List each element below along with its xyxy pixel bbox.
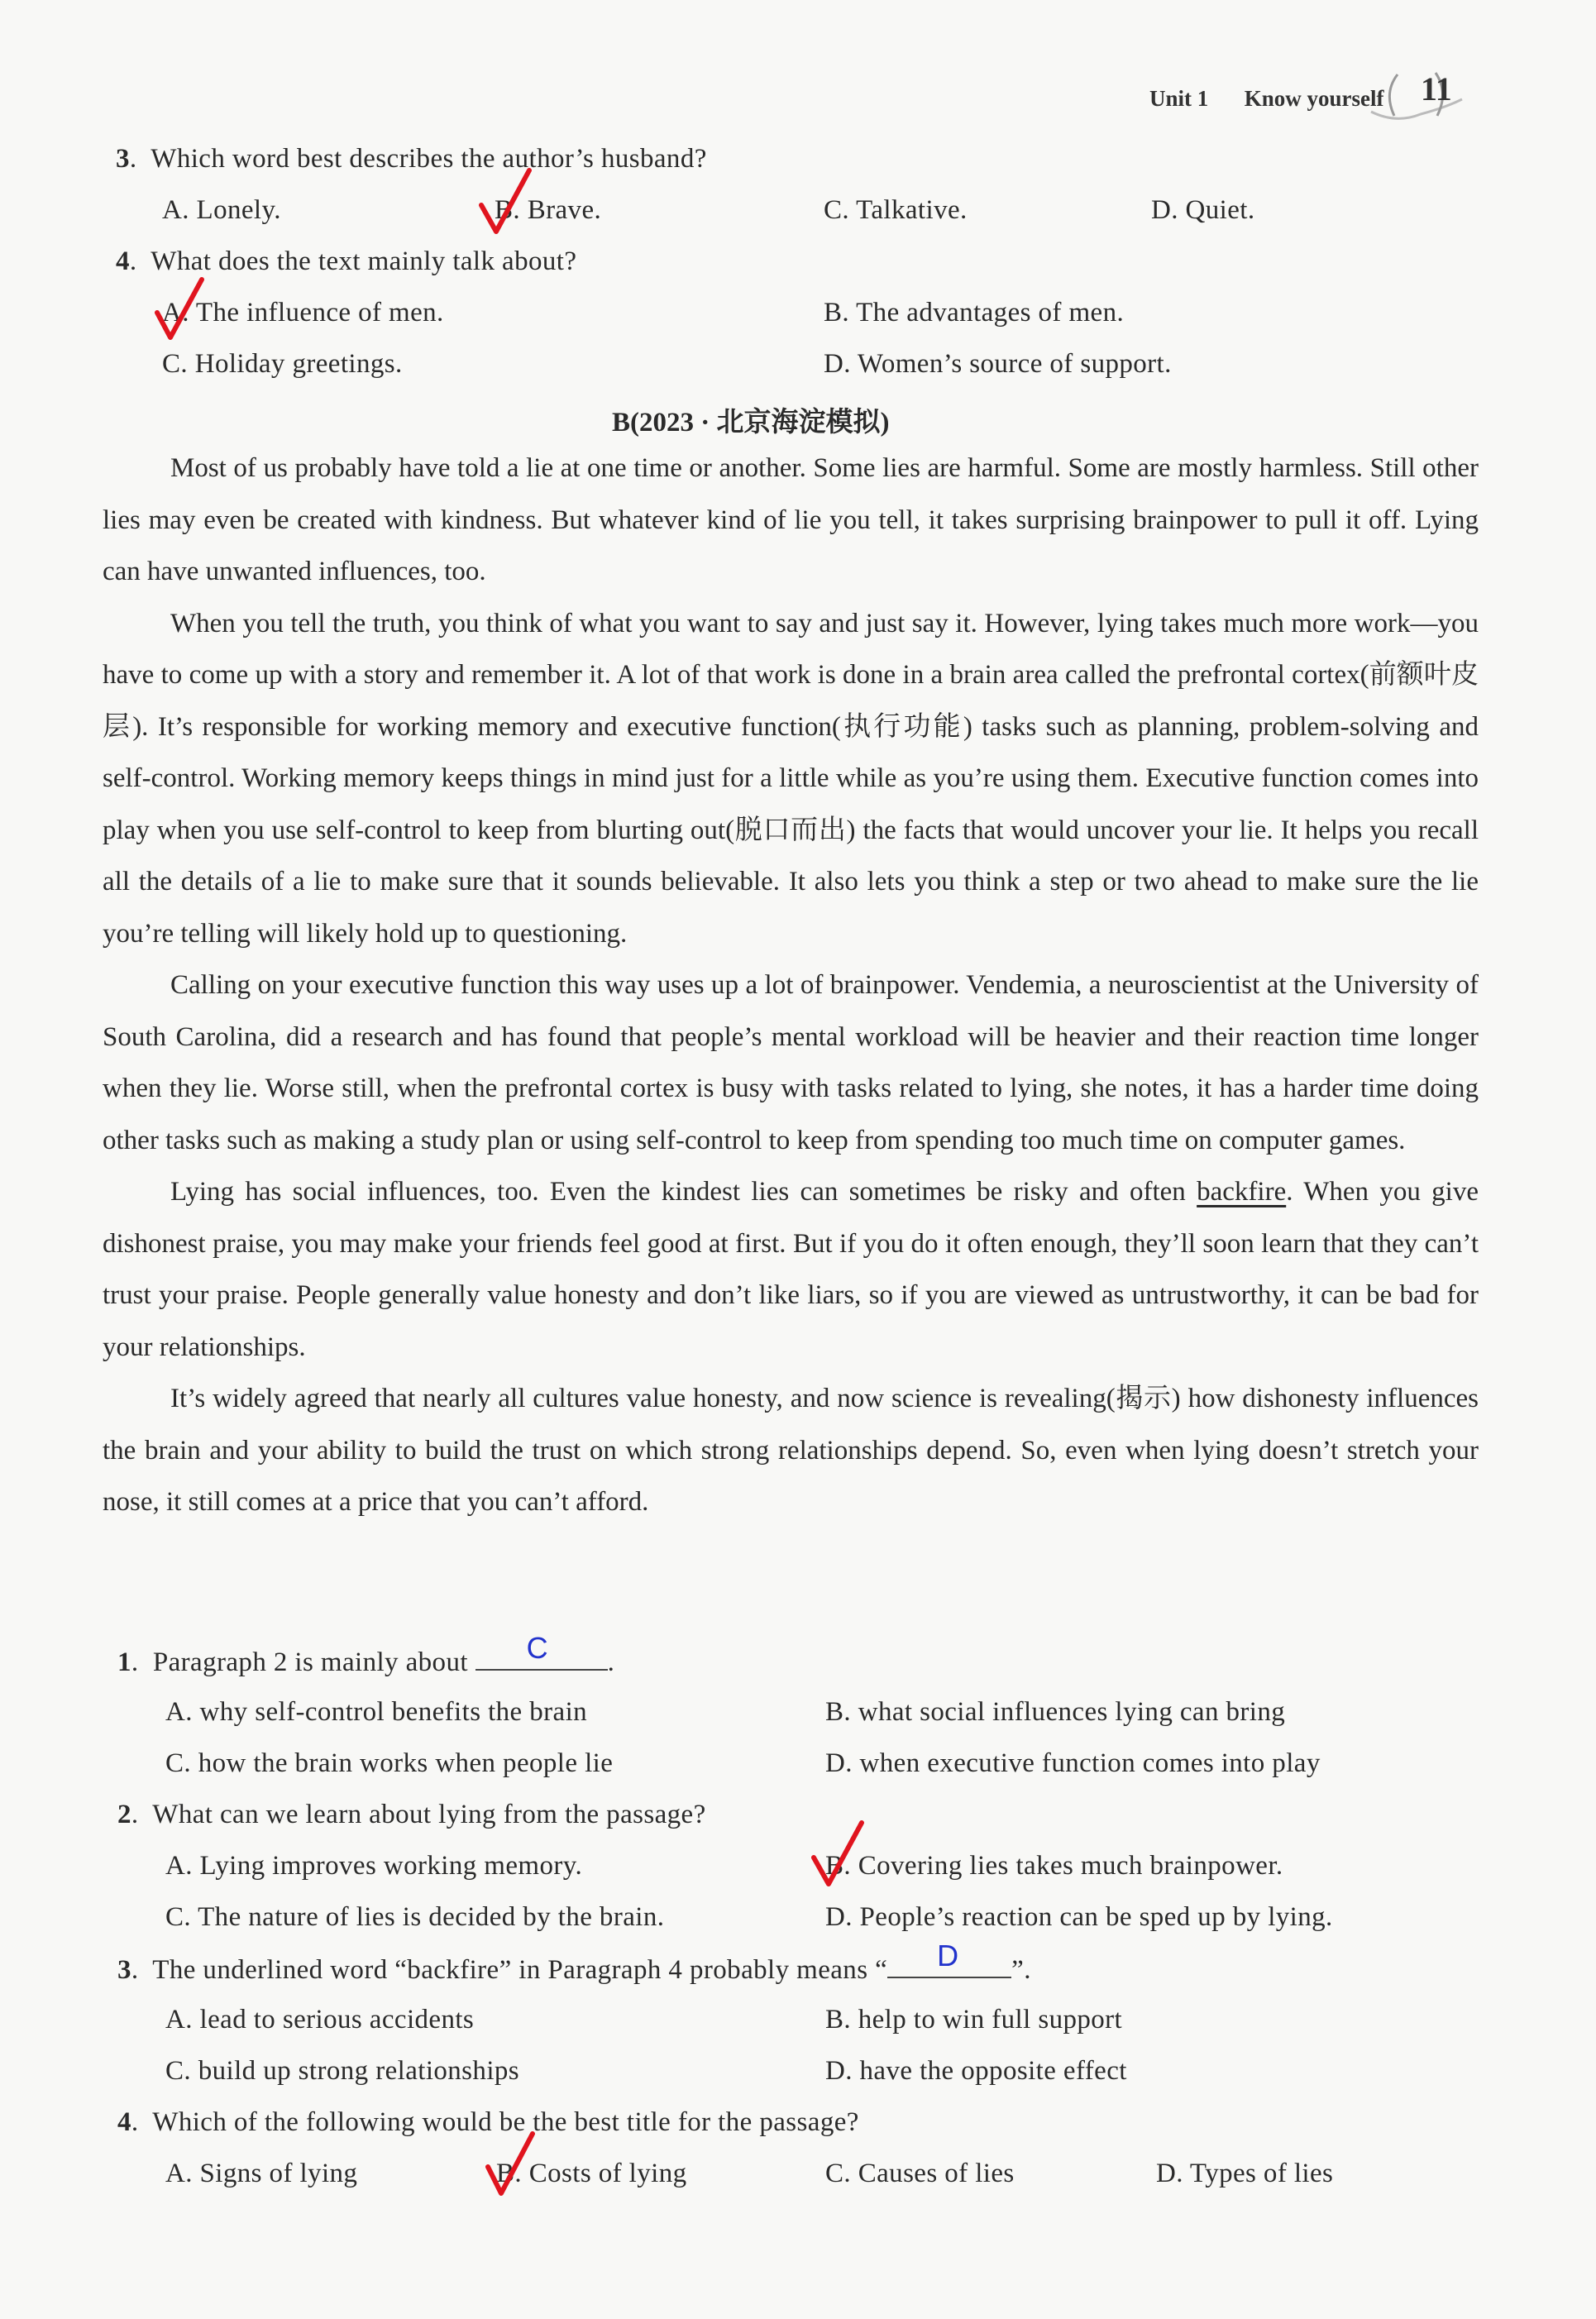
passage-b-body (103, 442, 1479, 1528)
paragraph-text: Lying has social influences, too. Even the kindest lies can sometimes be risky and often (170, 1177, 1197, 1207)
question-end: . (607, 1647, 615, 1677)
option-c[interactable]: C. Holiday greetings. (162, 349, 403, 379)
question-text: Paragraph 2 is mainly about (152, 1647, 468, 1677)
passage-paragraph: Most of us probably have told a lie at one time or another. Some lies are harmful. Some are mostly harmless. Still other lies may even be created with kindness. But whatever kind of lie you tell, it takes surprising brainpower to pull it off. Lying can have unwanted influences, too. (103, 453, 1479, 586)
option-b[interactable]: B. help to win full support (825, 2005, 1123, 2035)
option-d[interactable]: D. when executive function comes into play (825, 1748, 1321, 1778)
check-mark-icon (478, 165, 536, 240)
option-a[interactable]: A. Signs of lying (165, 2159, 358, 2188)
prev-question-3: 3. Which word best describes the author’s husband? (116, 144, 707, 174)
option-a[interactable]: A. Lonely. (162, 195, 281, 225)
check-mark-icon (485, 2127, 542, 2202)
check-mark-icon (810, 1816, 868, 1891)
header-unit-label: Unit 1 (1149, 86, 1209, 111)
option-c[interactable]: C. Causes of lies (825, 2159, 1015, 2188)
option-d[interactable]: D. Women’s source of support. (824, 349, 1172, 379)
question-1: 1. Paragraph 2 is mainly about C . (117, 1631, 615, 1677)
option-d[interactable]: D. Quiet. (1151, 195, 1255, 225)
answer-blank[interactable] (887, 1939, 1011, 1978)
question-4: 4. Which of the following would be the best title for the passage? (117, 2107, 859, 2137)
answer-blank[interactable] (475, 1631, 608, 1671)
option-a[interactable]: A. lead to serious accidents (165, 2005, 475, 2035)
question-text: What can we learn about lying from the passage? (152, 1800, 706, 1829)
question-end: ”. (1011, 1955, 1031, 1985)
option-c[interactable]: C. build up strong relationships (165, 2056, 520, 2086)
question-3: 3. The underlined word “backfire” in Paragraph 4 probably means “ D ”. (117, 1939, 1031, 1985)
prev-question-4: 4. What does the text mainly talk about? (116, 246, 577, 276)
option-c[interactable]: C. how the brain works when people lie (165, 1748, 614, 1778)
passage-paragraph (103, 1166, 1479, 1373)
question-text: The underlined word “backfire” in Paragraph 4 probably means “ (152, 1955, 888, 1985)
question-2: 2. What can we learn about lying from the passage? (117, 1800, 706, 1829)
passage-paragraph: When you tell the truth, you think of what you want to say and just say it. However, lying takes much more work—you have to come up with a story and remember it. A lot of that work is done in a brain area called the prefrontal cortex(前额叶皮层). It’s responsible for working memory and executive function(执行功能) tasks such as planning, problem-solving and self-control. Working memory keeps things in mind just for a little while as you’re using them. Executive function comes into play when you use self-control to keep from blurting out(脱口而出) the facts that would uncover your lie. It helps you recall all the details of a lie to make sure that it sounds believable. It also lets you think a step or two ahead to make sure the lie you’re telling will likely hold up to questioning. (103, 608, 1479, 949)
handwritten-answer: D (937, 1939, 959, 1972)
question-number: 3 (116, 144, 130, 174)
option-b[interactable]: B. Brave. (495, 195, 602, 225)
question-text: Which word best describes the author’s husband? (151, 144, 707, 174)
question-text: Which of the following would be the best title for the passage? (152, 2107, 859, 2137)
option-a[interactable]: A. The influence of men. (162, 298, 444, 328)
option-b[interactable]: B. Costs of lying (496, 2159, 687, 2188)
option-d[interactable]: D. People’s reaction can be sped up by lying. (825, 1902, 1333, 1932)
option-b[interactable]: B. what social influences lying can bring (825, 1697, 1286, 1727)
option-d[interactable]: D. have the opposite effect (825, 2056, 1127, 2086)
check-mark-icon (154, 273, 212, 347)
header-topic: Know yourself (1244, 86, 1384, 111)
option-b[interactable]: B. Covering lies takes much brainpower. (825, 1851, 1283, 1881)
passage-paragraph: Calling on your executive function this way uses up a lot of brainpower. Vendemia, a neuroscientist at the University of South Carolina, did a research and has found that people’s mental workload will be heavier and their reaction time longer when they lie. Worse still, when the prefrontal cortex is busy with tasks related to lying, she notes, it has a harder time doing other tasks such as making a study plan or using self-control to keep from spending too much time on computer games. (103, 970, 1479, 1155)
paragraph-text: . When you give dishonest praise, you may make your friends feel good at first. But if you do it often enough, they’ll soon learn that they can’t trust your praise. People generally value honesty and don’t like liars, so if you are viewed as untrustworthy, it can be bad for your relationships. (103, 1177, 1479, 1362)
underlined-word: backfire (1197, 1177, 1287, 1207)
option-c[interactable]: C. Talkative. (824, 195, 968, 225)
passage-paragraph: It’s widely agreed that nearly all cultures value honesty, and now science is revealing(揭示) how dishonesty influences the brain and your ability to build the trust on which strong relationships depend. So, even when lying doesn’t stretch your nose, it still comes at a price that you can’t afford. (103, 1384, 1479, 1517)
question-number: 4 (116, 246, 130, 276)
question-number: 1 (117, 1647, 131, 1677)
option-a[interactable]: A. Lying improves working memory. (165, 1851, 583, 1881)
option-b[interactable]: B. The advantages of men. (824, 298, 1125, 328)
option-a[interactable]: A. why self-control benefits the brain (165, 1697, 588, 1727)
option-c[interactable]: C. The nature of lies is decided by the brain. (165, 1902, 665, 1932)
passage-b-title: B(2023 · 北京海淀模拟) (612, 408, 890, 438)
option-d[interactable]: D. Types of lies (1156, 2159, 1334, 2188)
question-text: What does the text mainly talk about? (151, 246, 577, 276)
handwritten-answer: C (526, 1631, 548, 1665)
page-number: 11 (1421, 70, 1452, 108)
question-number: 4 (117, 2107, 131, 2137)
question-number: 2 (117, 1800, 131, 1829)
question-number: 3 (117, 1955, 131, 1985)
